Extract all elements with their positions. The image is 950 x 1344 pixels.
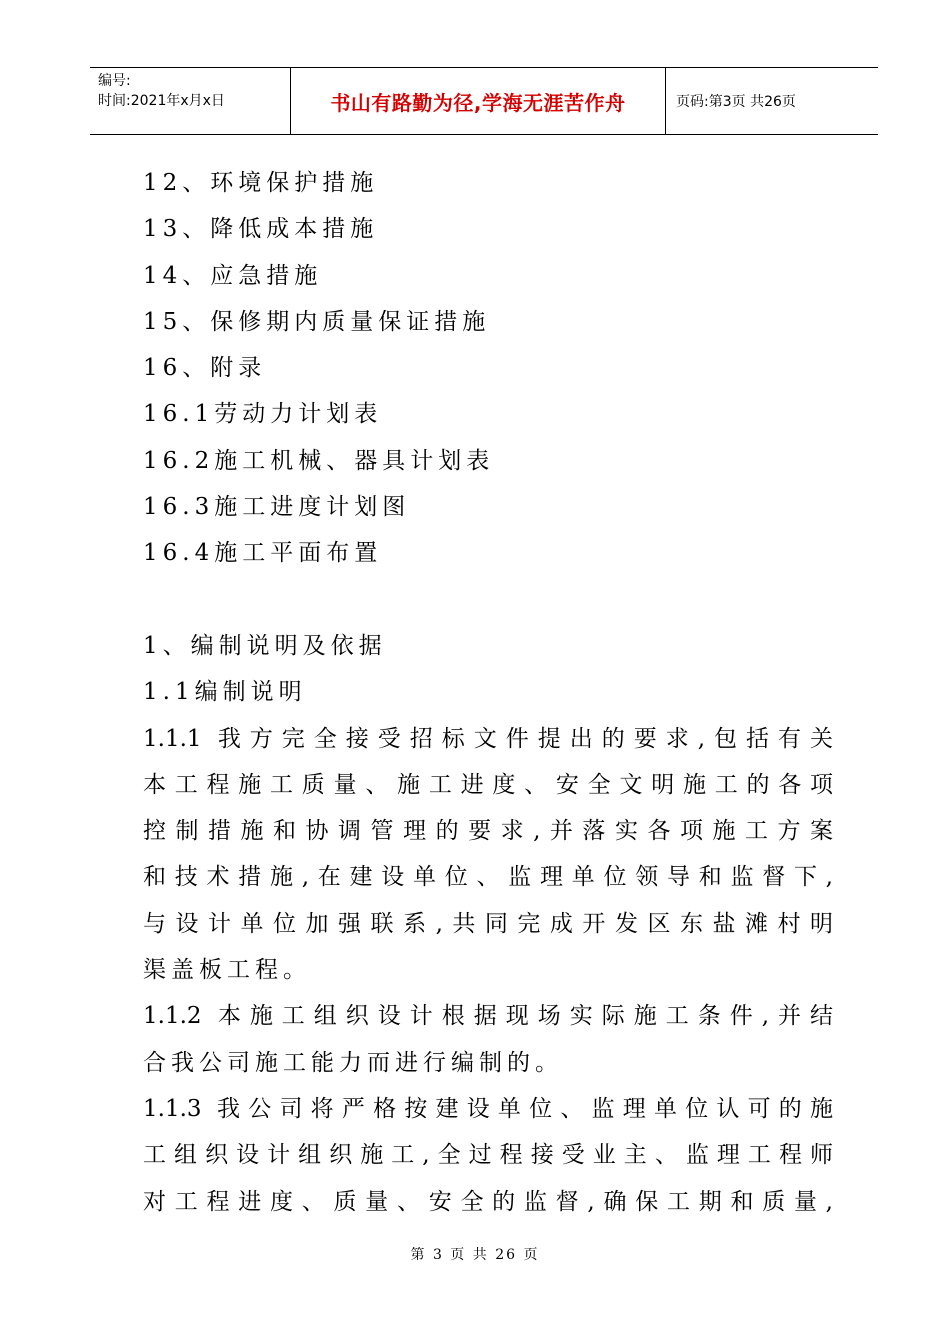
paragraph-line: 合我公司施工能力而进行编制的。	[143, 1049, 563, 1076]
section-heading: 1、编制说明及依据	[143, 632, 387, 659]
number-label: 编号:	[98, 73, 131, 89]
toc-item: 16、附录	[143, 355, 267, 382]
header-motto: 书山有路勤为径,学海无涯苦作舟	[290, 68, 666, 134]
toc-item: 15、保修期内质量保证措施	[143, 308, 491, 335]
header-meta	[90, 68, 290, 134]
page-header	[90, 67, 878, 135]
toc-item: 16.2施工机械、器具计划表	[143, 447, 495, 474]
toc-item: 16.1劳动力计划表	[143, 401, 383, 428]
page-footer: 第 3 页 共 26 页	[410, 1247, 540, 1263]
toc-item: 16.4施工平面布置	[143, 540, 383, 567]
paragraph-line: 1.1.3 我公司将严格按建设单位、监理单位认可的施	[143, 1095, 833, 1122]
section-subheading: 1.1编制说明	[143, 679, 307, 706]
paragraph-line: 控制措施和协调管理的要求,并落实各项施工方案	[143, 818, 833, 845]
paragraph-line: 1.1.1 我方完全接受招标文件提出的要求,包括有关	[143, 725, 833, 752]
paragraph-1-1-2	[143, 993, 833, 1086]
paragraph-line: 本工程施工质量、施工进度、安全文明施工的各项	[143, 771, 833, 798]
header-page-info: 页码:第3页 共26页	[676, 94, 796, 110]
table-of-contents	[143, 160, 833, 577]
toc-item: 13、降低成本措施	[143, 216, 379, 243]
paragraph-1-1-1	[143, 716, 833, 994]
paragraph-line: 与设计单位加强联系,共同完成开发区东盐滩村明	[143, 910, 833, 937]
document-body	[143, 160, 833, 1225]
paragraph-line: 和技术措施,在建设单位、监理单位领导和监督下,	[143, 864, 833, 891]
paragraph-line: 对工程进度、质量、安全的监督,确保工期和质量,	[143, 1188, 833, 1215]
paragraph-1-1-3	[143, 1086, 833, 1225]
paragraph-line: 1.1.2 本施工组织设计根据现场实际施工条件,并结	[143, 1003, 833, 1030]
toc-item: 16.3施工进度计划图	[143, 494, 411, 521]
toc-item: 14、应急措施	[143, 262, 323, 289]
time-label: 时间:2021年x月x日	[98, 93, 225, 109]
paragraph-line: 工组织设计组织施工,全过程接受业主、监理工程师	[143, 1142, 833, 1169]
toc-item: 12、环境保护措施	[143, 170, 379, 196]
paragraph-line: 渠盖板工程。	[143, 957, 311, 984]
spacer	[143, 577, 833, 623]
